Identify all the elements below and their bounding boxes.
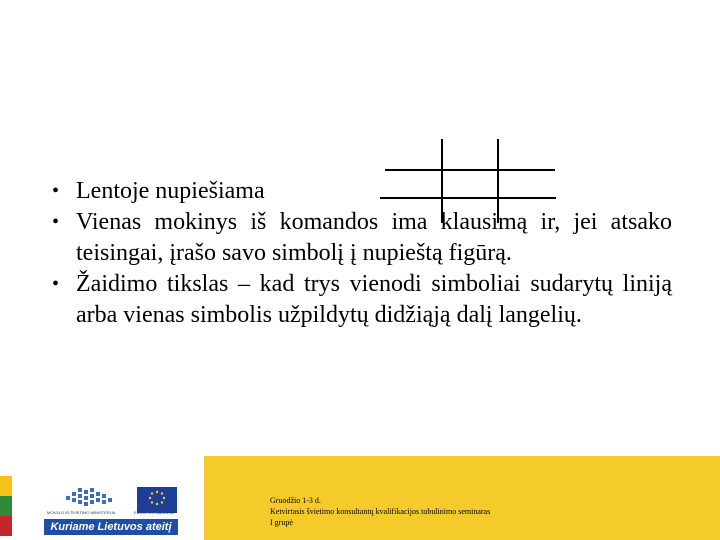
bullet-text: Vienas mokinys iš komandos ima klausimą ir, jei atsako teisingai, įrašo savo simbolį į nupieštą figūrą. (76, 209, 672, 266)
bullet-dot-icon: • (52, 211, 60, 233)
flag-stripe-red (0, 516, 12, 536)
logo-tagline: Kuriame Lietuvos ateitį (44, 519, 178, 535)
footer-line: I grupė (270, 518, 293, 527)
flag-stripe-yellow (0, 476, 12, 496)
bullet-dot-icon: • (52, 273, 60, 295)
logo-small-text: EUROPOS SĄJUNGA (134, 510, 175, 515)
footer-text (270, 495, 490, 528)
grid-line (385, 169, 555, 171)
flag-stripe-green (0, 496, 12, 516)
bullet-dot-icon: • (52, 180, 60, 202)
footer-line: Ketvirtasis švietimo konsultantų kvalifikacijos tobulinimo seminaras (270, 507, 491, 516)
logo-small-text: MOKSLO IR ŠVIETIMO MINISTERIJA (47, 510, 116, 515)
bullet-item (46, 269, 672, 331)
bullet-text: Žaidimo tikslas – kad trys vienodi simboliai sudarytų liniją arba vienas simbolis užpildytų didžiąją dalį langelių. (76, 271, 672, 328)
bullet-list (46, 176, 672, 331)
bullet-item (46, 207, 672, 269)
footer-line: Gruodžio 1-3 d. (270, 496, 321, 505)
bullet-text: Lentoje nupiešiama (76, 178, 265, 204)
bullet-item (46, 176, 672, 207)
